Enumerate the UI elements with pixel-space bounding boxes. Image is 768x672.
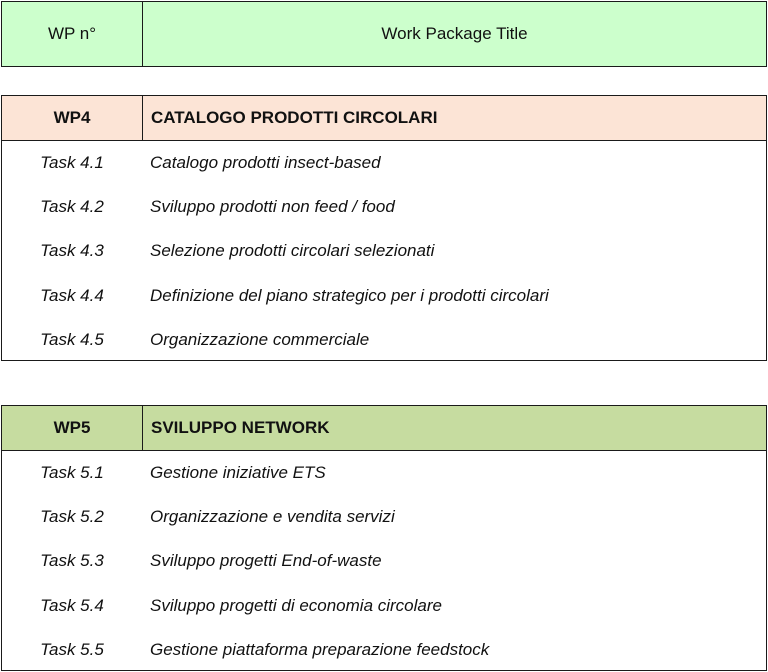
header-wp-number: WP n° [2, 2, 143, 66]
task-row [2, 318, 766, 362]
wp4-title: CATALOGO PRODOTTI CIRCOLARI [151, 108, 438, 127]
task-row [2, 274, 766, 318]
table-header [1, 1, 767, 67]
wp4-id: WP4 [2, 96, 143, 140]
task-row [2, 185, 766, 229]
task-row [2, 141, 766, 185]
task-title: Gestione piattaforma preparazione feedstock [150, 639, 490, 659]
wp5-header [2, 406, 766, 451]
task-id: Task 4.5 [40, 329, 104, 349]
task-id: Task 4.1 [40, 153, 104, 173]
wp5-task-list [2, 451, 766, 672]
task-title: Organizzazione commerciale [150, 329, 370, 349]
task-id: Task 5.2 [40, 507, 104, 527]
wp5-id: WP5 [2, 406, 143, 450]
task-row [2, 495, 766, 539]
task-title: Catalogo prodotti insect-based [150, 153, 381, 173]
wp4-header [2, 96, 766, 141]
task-title: Selezione prodotti circolari selezionati [150, 241, 435, 261]
task-title: Sviluppo prodotti non feed / food [150, 197, 395, 217]
task-id: Task 4.2 [40, 197, 104, 217]
task-row [2, 628, 766, 672]
work-package-wp5 [1, 405, 767, 671]
wp4-task-list [2, 141, 766, 362]
task-title: Definizione del piano strategico per i prodotti circolari [150, 285, 549, 305]
task-title: Gestione iniziative ETS [150, 463, 326, 483]
task-id: Task 5.3 [40, 551, 104, 571]
task-id: Task 5.1 [40, 463, 104, 483]
task-title: Organizzazione e vendita servizi [150, 507, 395, 527]
task-id: Task 5.4 [40, 595, 104, 615]
task-row [2, 584, 766, 628]
work-package-wp4 [1, 95, 767, 361]
task-id: Task 4.3 [40, 241, 104, 261]
task-row [2, 451, 766, 495]
task-row [2, 539, 766, 583]
wp5-title: SVILUPPO NETWORK [151, 418, 330, 437]
task-title: Sviluppo progetti End-of-waste [150, 551, 382, 571]
task-id: Task 4.4 [40, 285, 104, 305]
task-id: Task 5.5 [40, 639, 104, 659]
task-title: Sviluppo progetti di economia circolare [150, 595, 442, 615]
header-wp-title: Work Package Title [381, 24, 528, 43]
task-row [2, 229, 766, 273]
